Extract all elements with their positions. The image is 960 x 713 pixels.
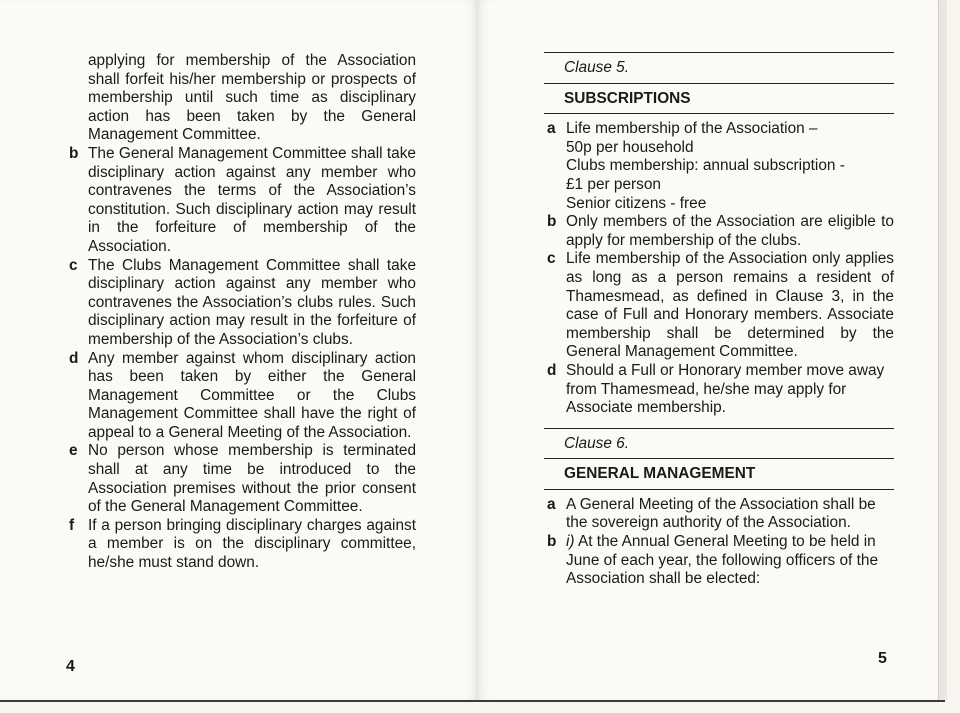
clause-item-b (544, 213, 894, 250)
item-line: £1 per person (566, 175, 661, 193)
item-letter: d (547, 361, 557, 379)
clause-item-d (66, 350, 416, 443)
item-letter: b (547, 533, 557, 551)
clause-item-c (66, 257, 416, 350)
clause-item-f (66, 517, 416, 573)
item-line: Clubs membership: annual subscription - (566, 157, 845, 175)
section-heading: GENERAL MANAGEMENT (564, 465, 756, 483)
item-text: Only members of the Association are eligible to apply for membership of the clubs. (566, 213, 894, 249)
section-heading: SUBSCRIPTIONS (564, 89, 691, 107)
item-letter: f (69, 516, 75, 534)
clause-item-a (544, 120, 894, 213)
item-letter: c (547, 250, 556, 268)
clause-item-b (544, 533, 894, 589)
item-letter: b (69, 144, 79, 162)
clause-item-c (544, 250, 894, 362)
page-edge (938, 0, 947, 700)
right-column (544, 52, 894, 589)
item-text: The Clubs Management Committee shall take disciplinary action against any member who contravenes the Association’s clubs rules. Such disciplinary action may result in the forfeiture of membership of the Association’s clubs. (88, 256, 416, 348)
item-letter: b (547, 213, 557, 231)
item-line: 50p per household (566, 138, 694, 156)
item-letter: c (69, 256, 78, 274)
item-text: Should a Full or Honorary member move away from Thamesmead, he/she may apply for Associate membership. (566, 361, 885, 417)
item-letter: a (547, 120, 556, 138)
item-prefix: i) (566, 533, 575, 551)
item-text: Life membership of the Association only applies as long as a person remains a resident of Thamesmead, as defined in Clause 3, in the case of Full and Honorary members. Associate membership shall be determined by the General Management Committee. (566, 250, 894, 361)
clause-label: Clause 5. (564, 59, 630, 76)
left-column (66, 52, 416, 573)
item-letter: a (547, 495, 556, 513)
item-letter: d (69, 349, 79, 367)
clause-item-d (544, 362, 894, 418)
item-text: No person whose membership is terminated shall at any time be introduced to the Association premises without the prior consent of the General Management Committee. (88, 442, 416, 516)
item-line: Senior citizens - free (566, 194, 707, 212)
intro-paragraph: applying for membership of the Association shall forfeit his/her membership or prospects of membership until such time as disciplinary action has been taken by the General Management Committee. (88, 52, 416, 144)
page-number: 4 (66, 658, 75, 675)
booklet-bottom-edge (0, 694, 945, 702)
clause-item-a (544, 496, 894, 533)
clause-label: Clause 6. (564, 434, 630, 452)
clause-item-e (66, 442, 416, 516)
clause-item-b (66, 145, 416, 257)
item-text: A General Meeting of the Association shall be the sovereign authority of the Association. (566, 495, 876, 532)
item-text: Any member against whom disciplinary action has been taken by either the General Management Committee or the Clubs Management Committee shall have the right of appeal to a General Meeting of the Association. (88, 349, 416, 441)
item-line: Life membership of the Association – (566, 120, 818, 138)
item-text: The General Management Committee shall take disciplinary action against any member who contravenes the terms of the Association’s constitution. Such disciplinary action may result in the forfeiture of membership of the Association. (88, 144, 416, 255)
item-letter: e (69, 442, 78, 460)
item-text: At the Annual General Meeting to be held in June of each year, the following officers of the Association shall be elected: (566, 533, 878, 588)
page-number: 5 (878, 650, 887, 667)
item-text: If a person bringing disciplinary charges against a member is on the disciplinary committee, he/she must stand down. (88, 516, 416, 572)
